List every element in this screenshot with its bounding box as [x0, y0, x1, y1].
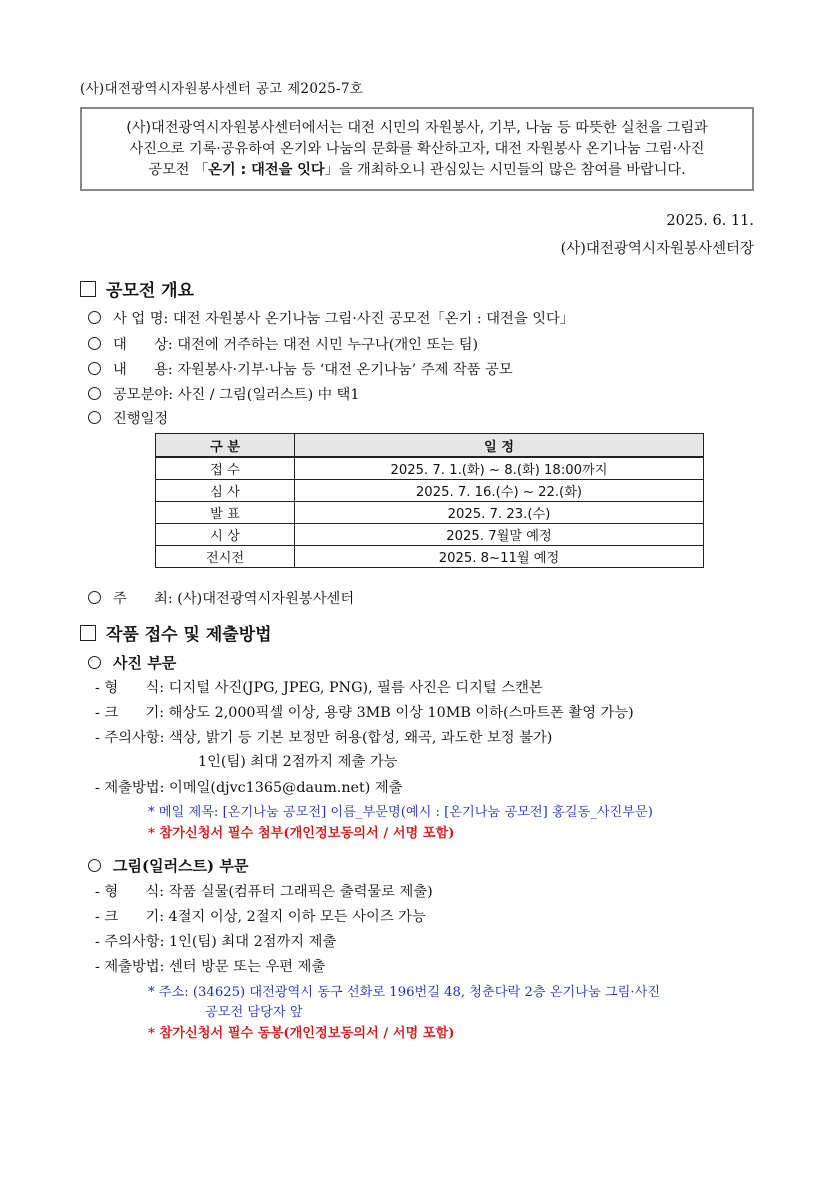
- table-row: [156, 480, 704, 502]
- table-row: [156, 546, 704, 568]
- photo-category-title: 사진 부문: [88, 652, 176, 673]
- drawing-required-note: * 참가신청서 필수 동봉(개인정보동의서 / 서명 포함): [148, 1026, 455, 1041]
- drawing-size: - 크 기: 4절지 이상, 2절지 이하 모든 사이즈 가능: [95, 909, 426, 925]
- circle-bullet-icon: [88, 311, 101, 324]
- section-submission-title: 작품 접수 및 제출방법: [80, 620, 272, 645]
- circle-bullet-icon: [88, 387, 101, 400]
- drawing-format: - 형 식: 작품 실물(컴퓨터 그래픽은 출력물로 제출): [95, 884, 433, 900]
- table-cell: 2025. 7. 1.(화) ~ 8.(화) 18:00까지: [295, 457, 704, 480]
- drawing-category-title: 그림(일러스트) 부문: [88, 855, 248, 876]
- table-row: [156, 502, 704, 524]
- table-header-row: [156, 434, 704, 458]
- host-item: 주 최: (사)대전광역시자원봉사센터: [88, 588, 354, 608]
- table-cell: 심 사: [156, 480, 295, 502]
- table-cell: 2025. 7월말 예정: [295, 524, 704, 546]
- table-cell: 접 수: [156, 457, 295, 480]
- overview-item: 공모분야: 사진 / 그림(일러스트) 中 택1: [88, 384, 359, 404]
- table-header-schedule: 일 정: [295, 434, 704, 458]
- photo-mail-subject-note: * 메일 제목: [온기나눔 공모전] 이름_부문명(예시 : [온기나눔 공모전] 홍길동_사진부문): [148, 805, 653, 820]
- section-overview-title: 공모전 개요: [80, 276, 194, 301]
- table-header-category: 구 분: [156, 434, 295, 458]
- photo-caution-2: 1인(팀) 최대 2점까지 제출 가능: [198, 754, 398, 770]
- announcement-date: 2025. 6. 11.: [666, 213, 754, 229]
- notice-box: [80, 107, 754, 191]
- drawing-address-note-2: 공모전 담당자 앞: [205, 1005, 303, 1020]
- overview-item: 사 업 명: 대전 자원봉사 온기나눔 그림·사진 공모전「온기 : 대전을 잇다」: [88, 308, 574, 328]
- notice-line-3: 공모전 「온기 : 대전을 잇다」을 개최하오니 관심있는 시민들의 많은 참여를 바랍니다.: [148, 162, 686, 178]
- overview-item: 진행일정: [88, 408, 168, 428]
- photo-submission: - 제출방법: 이메일(djvc1365@daum.net) 제출: [95, 780, 403, 796]
- notice-number: (사)대전광역시자원봉사센터 공고 제2025-7호: [80, 81, 364, 97]
- schedule-table: [155, 433, 704, 568]
- table-cell: 전시전: [156, 546, 295, 568]
- circle-bullet-icon: [88, 337, 101, 350]
- circle-bullet-icon: [88, 656, 101, 669]
- notice-line-1: (사)대전광역시자원봉사센터에서는 대전 시민의 자원봉사, 기부, 나눔 등 따뜻한 실천을 그림과: [126, 120, 708, 136]
- notice-line-2: 사진으로 기록·공유하여 온기와 나눔의 문화를 확산하고자, 대전 자원봉사 온기나눔 그림·사진: [129, 141, 705, 157]
- photo-format: - 형 식: 디지털 사진(JPG, JPEG, PNG), 필름 사진은 디지털 스캔본: [95, 680, 543, 696]
- issuer: (사)대전광역시자원봉사센터장: [560, 241, 754, 257]
- overview-item: 내 용: 자원봉사·기부·나눔 등 ‘대전 온기나눔’ 주제 작품 공모: [88, 359, 513, 379]
- table-cell: 2025. 8~11월 예정: [295, 546, 704, 568]
- circle-bullet-icon: [88, 591, 101, 604]
- photo-caution: - 주의사항: 색상, 밝기 등 기본 보정만 허용(합성, 왜곡, 과도한 보정 불가): [95, 730, 553, 746]
- table-row: [156, 524, 704, 546]
- contest-title: 온기 : 대전을 잇다: [208, 162, 325, 178]
- table-cell: 시 상: [156, 524, 295, 546]
- photo-required-note: * 참가신청서 필수 첨부(개인정보동의서 / 서명 포함): [148, 826, 455, 841]
- circle-bullet-icon: [88, 859, 101, 872]
- circle-bullet-icon: [88, 411, 101, 424]
- overview-item: 대 상: 대전에 거주하는 대전 시민 누구나(개인 또는 팀): [88, 334, 478, 354]
- square-bullet-icon: [80, 281, 96, 297]
- table-cell: 발 표: [156, 502, 295, 524]
- table-cell: 2025. 7. 16.(수) ~ 22.(화): [295, 480, 704, 502]
- table-row: [156, 457, 704, 480]
- table-cell: 2025. 7. 23.(수): [295, 502, 704, 524]
- photo-size: - 크 기: 해상도 2,000픽셀 이상, 용량 3MB 이상 10MB 이하(스마트폰 촬영 가능): [95, 705, 634, 721]
- circle-bullet-icon: [88, 362, 101, 375]
- drawing-caution: - 주의사항: 1인(팀) 최대 2점까지 제출: [95, 934, 337, 950]
- drawing-submission: - 제출방법: 센터 방문 또는 우편 제출: [95, 959, 326, 975]
- drawing-address-note: * 주소: (34625) 대전광역시 동구 선화로 196번길 48, 청춘다락 2층 온기나눔 그림·사진: [148, 985, 661, 1000]
- square-bullet-icon: [80, 625, 96, 641]
